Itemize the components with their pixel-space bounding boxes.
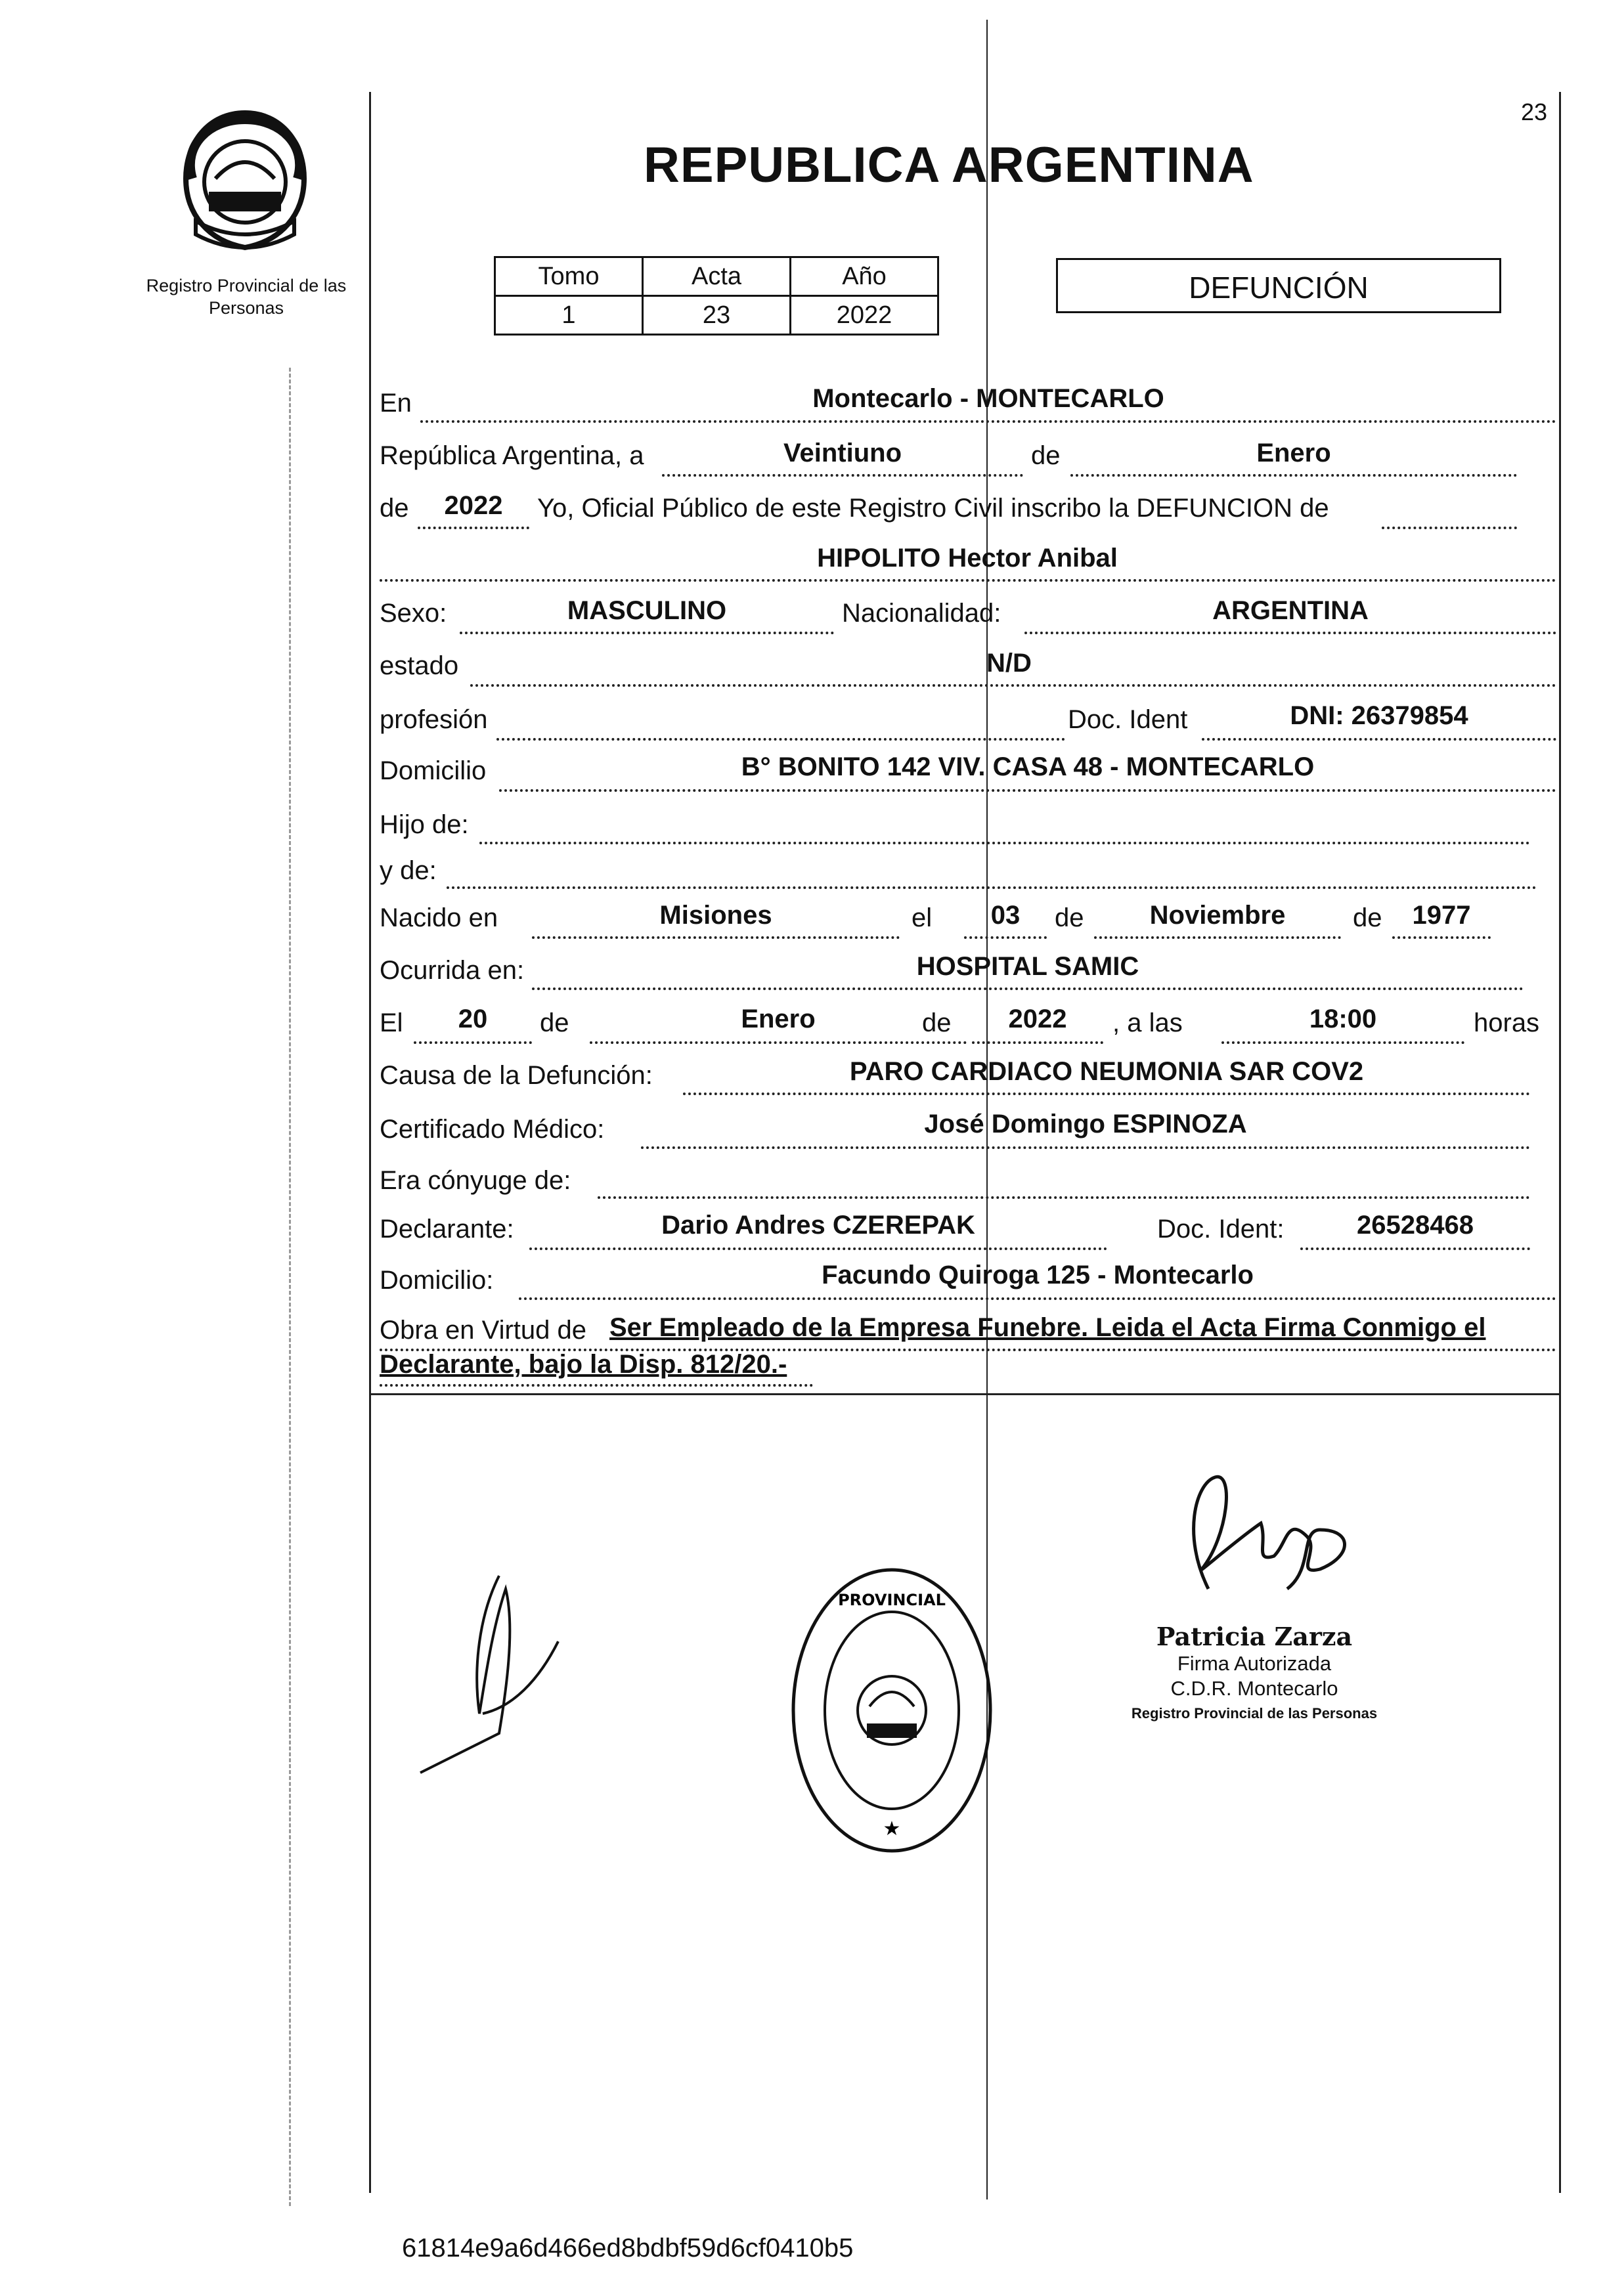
certificado-label: Certificado Médico: [380,1115,605,1144]
nacimiento-anio: 1977 [1412,901,1471,930]
dotted-line [1094,936,1341,939]
official-signature [407,1563,578,1779]
document-id: 61814e9a6d466ed8bdbf59d6cf0410b5 [402,2234,854,2263]
registry-value-acta: 23 [643,296,791,335]
declarante-doc-value: 26528468 [1357,1211,1474,1240]
el-label: El [380,1008,403,1037]
signer-registry: Registro Provincial de las Personas [1131,1705,1378,1722]
dotted-line [496,738,1065,741]
dotted-line [641,1146,1530,1149]
certificado-value: José Domingo ESPINOZA [924,1110,1247,1138]
de-label: de [540,1008,569,1037]
dotted-line [479,842,1530,844]
registry-header-acta: Acta [643,257,791,296]
obra-value-line2: Declarante, bajo la Disp. 812/20.- [380,1350,787,1379]
sexo-value: MASCULINO [567,596,727,625]
dotted-line [470,684,1556,687]
ocurrida-label: Ocurrida en: [380,956,525,985]
defuncion-anio: 2022 [1008,1005,1067,1033]
dotted-line [1382,527,1517,529]
declarante-value: Dario Andres CZEREPAK [661,1211,975,1240]
profesion-label: profesión [380,705,488,734]
dotted-line [1300,1247,1530,1250]
yde-label: y de: [380,856,437,885]
en-value: Montecarlo - MONTECARLO [812,384,1164,413]
nacimiento-mes: Noviembre [1149,901,1286,930]
obra-label: Obra en Virtud de [380,1316,587,1345]
doc-ident-label: Doc. Ident: [1157,1215,1285,1244]
estado-value: N/D [986,649,1032,678]
ocurrida-value: HOSPITAL SAMIC [916,952,1139,981]
domicilio-value: B° BONITO 142 VIV. CASA 48 - MONTECARLO [741,752,1315,781]
registry-header-tomo: Tomo [495,257,643,296]
de-label: de [1031,441,1061,470]
act-type-box: DEFUNCIÓN [1056,258,1501,313]
dotted-line [418,527,529,529]
page-title: REPUBLICA ARGENTINA [644,137,1254,193]
left-dashed-line [289,368,291,2206]
right-margin-line [1559,92,1561,2193]
mes-value: Enero [1256,439,1331,467]
dotted-line [380,1384,813,1387]
registry-value-anio: 2022 [791,296,938,335]
conyuge-label: Era cónyuge de: [380,1166,571,1195]
nacido-value: Misiones [659,901,772,930]
de-label: de [922,1008,952,1037]
obra-value-line1: Ser Empleado de la Empresa Funebre. Leida el Acta Firma Conmigo el [609,1313,1486,1342]
dia-value: Veintiuno [783,439,902,467]
dotted-line [1202,738,1556,741]
domicilio2-value: Facundo Quiroga 125 - Montecarlo [822,1261,1254,1289]
svg-text:★: ★ [883,1817,901,1840]
page-number: 23 [1520,98,1547,125]
el-label: el [912,903,933,932]
dotted-line [460,632,834,634]
dotted-line [447,886,1537,889]
svg-text:PROVINCIAL: PROVINCIAL [838,1591,946,1609]
de-label: de [1353,903,1382,932]
defuncion-dia: 20 [458,1005,488,1033]
en-label: En [380,389,412,418]
crest-logo [169,106,320,257]
causa-value: PARO CARDIACO NEUMONIA SAR COV2 [849,1057,1364,1086]
section-divider [369,1393,1560,1395]
dotted-line [1070,474,1517,477]
estado-label: estado [380,651,459,680]
dotted-line [1392,936,1491,939]
dotted-line [972,1041,1103,1044]
dotted-line [1024,632,1556,634]
left-margin-line [369,92,371,2193]
docident-label: Doc. Ident [1068,705,1188,734]
anio-value: 2022 [444,491,503,520]
defuncion-mes: Enero [741,1005,816,1033]
nacimiento-dia: 03 [990,901,1021,930]
registry-header-anio: Año [791,257,938,296]
deceased-name: HIPOLITO Hector Anibal [817,544,1118,573]
dotted-line [380,579,1556,582]
dotted-line [529,1247,1107,1250]
alas-label: , a las [1112,1008,1183,1037]
dotted-line [414,1041,532,1044]
dotted-line [420,420,1556,423]
republica-label: República Argentina, a [380,441,644,470]
domicilio-label: Domicilio [380,756,487,785]
registry-table [494,256,939,336]
authorized-signature [1156,1458,1379,1615]
nacionalidad-label: Nacionalidad: [842,599,1001,628]
official-seal [789,1566,994,1855]
dotted-line [964,936,1047,939]
issuer-label: Registro Provincial de las Personas [146,276,347,318]
dotted-line [598,1196,1530,1199]
horas-label: horas [1474,1008,1540,1037]
dotted-line [662,474,1023,477]
declarante-label: Declarante: [380,1215,514,1244]
signature-block [1110,1622,1399,1726]
causa-label: Causa de la Defunción: [380,1061,653,1090]
hijo-label: Hijo de: [380,810,469,839]
registry-value-tomo: 1 [495,296,643,335]
nacido-label: Nacido en [380,903,498,932]
signer-role: Firma Autorizada [1177,1652,1332,1675]
dotted-line [532,987,1524,990]
dotted-line [519,1297,1556,1300]
de-label: de [1055,903,1084,932]
defuncion-hora: 18:00 [1309,1005,1377,1033]
dotted-line [590,1041,967,1044]
dotted-line [683,1093,1530,1095]
domicilio2-label: Domicilio: [380,1266,494,1295]
sexo-label: Sexo: [380,599,447,628]
dotted-line [1221,1041,1464,1044]
signer-office: C.D.R. Montecarlo [1170,1677,1338,1700]
dotted-line [532,936,900,939]
docident-value: DNI: 26379854 [1290,701,1468,730]
de-label: de [380,494,409,523]
dotted-line [499,789,1556,792]
signer-name: Patricia Zarza [1156,1622,1353,1651]
nacionalidad-value: ARGENTINA [1212,596,1369,625]
yo-text: Yo, Oficial Público de este Registro Civil inscribo la DEFUNCION de [537,494,1329,523]
